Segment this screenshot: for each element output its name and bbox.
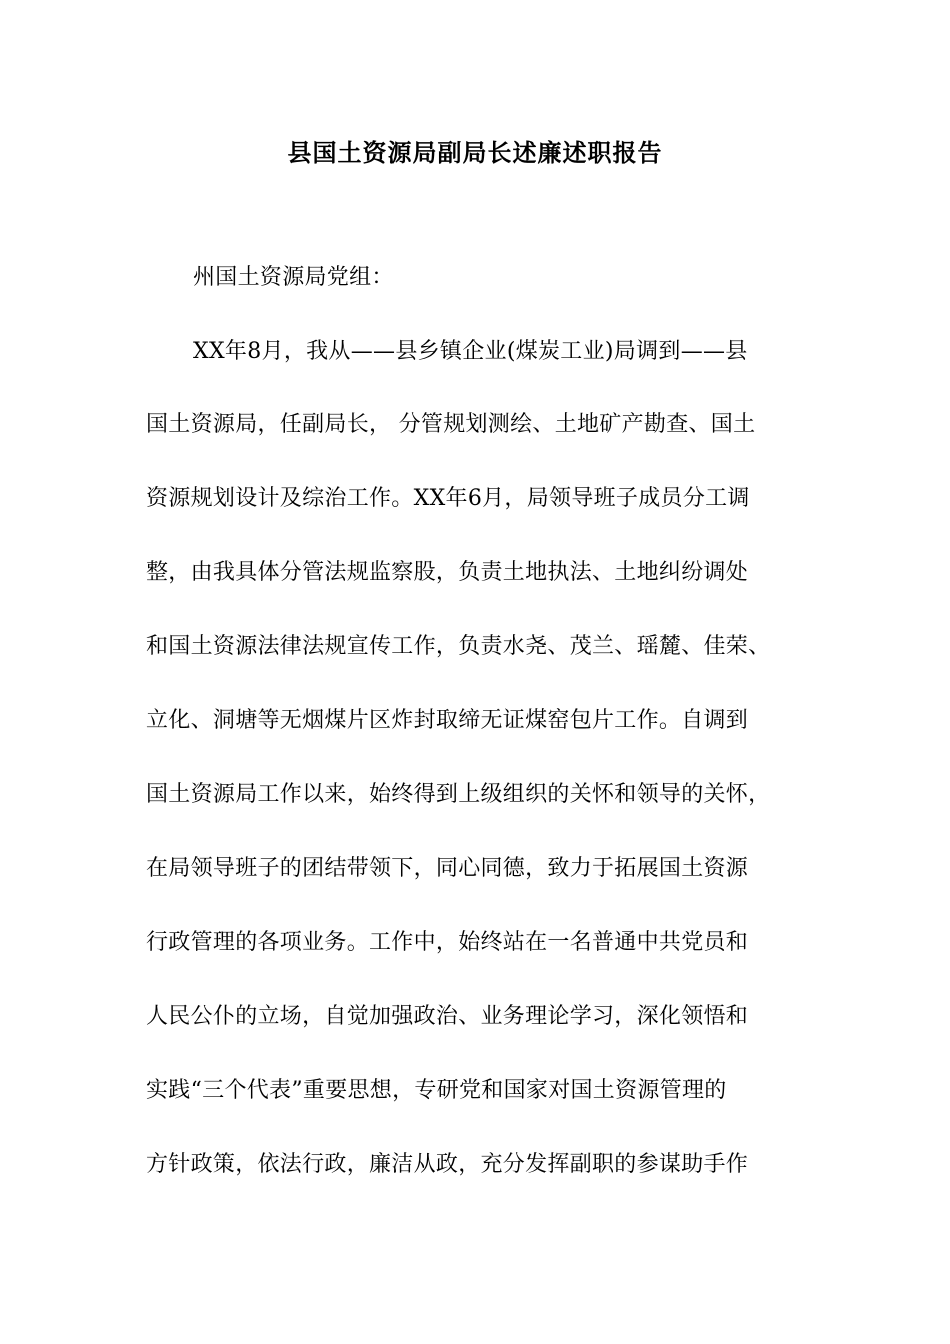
body-line: 国土资源局工作以来，始终得到上级组织的关怀和领导的关怀， bbox=[146, 782, 771, 807]
body-line: XX年8月，我从——县乡镇企业(煤炭工业)局调到——县 bbox=[193, 339, 748, 364]
body-line: 整，由我具体分管法规监察股，负责土地执法、土地纠纷调处 bbox=[146, 560, 749, 585]
document-title: 县国土资源局副局长述廉述职报告 bbox=[287, 138, 663, 167]
body-line: 资源规划设计及综治工作。XX年6月，局领导班子成员分工调 bbox=[146, 486, 750, 511]
body-line: 国土资源局，任副局长， 分管规划测绘、土地矿产勘查、国土 bbox=[146, 412, 756, 437]
salutation: 州国土资源局党组： bbox=[193, 265, 394, 290]
body-line: 方针政策，依法行政，廉洁从政，充分发挥副职的参谋助手作 bbox=[146, 1152, 749, 1177]
body-line: 立化、洞塘等无烟煤片区炸封取缔无证煤窑包片工作。自调到 bbox=[146, 708, 749, 733]
body-line: 实践“三个代表”重要思想，专研党和国家对国土资源管理的 bbox=[146, 1078, 727, 1103]
body-line: 在局领导班子的团结带领下，同心同德，致力于拓展国土资源 bbox=[146, 856, 749, 881]
body-line: 人民公仆的立场，自觉加强政治、业务理论学习，深化领悟和 bbox=[146, 1004, 749, 1029]
body-line: 行政管理的各项业务。工作中，始终站在一名普通中共党员和 bbox=[146, 930, 749, 955]
body-line: 和国土资源法律法规宣传工作，负责水尧、茂兰、瑶麓、佳荣、 bbox=[146, 634, 771, 659]
